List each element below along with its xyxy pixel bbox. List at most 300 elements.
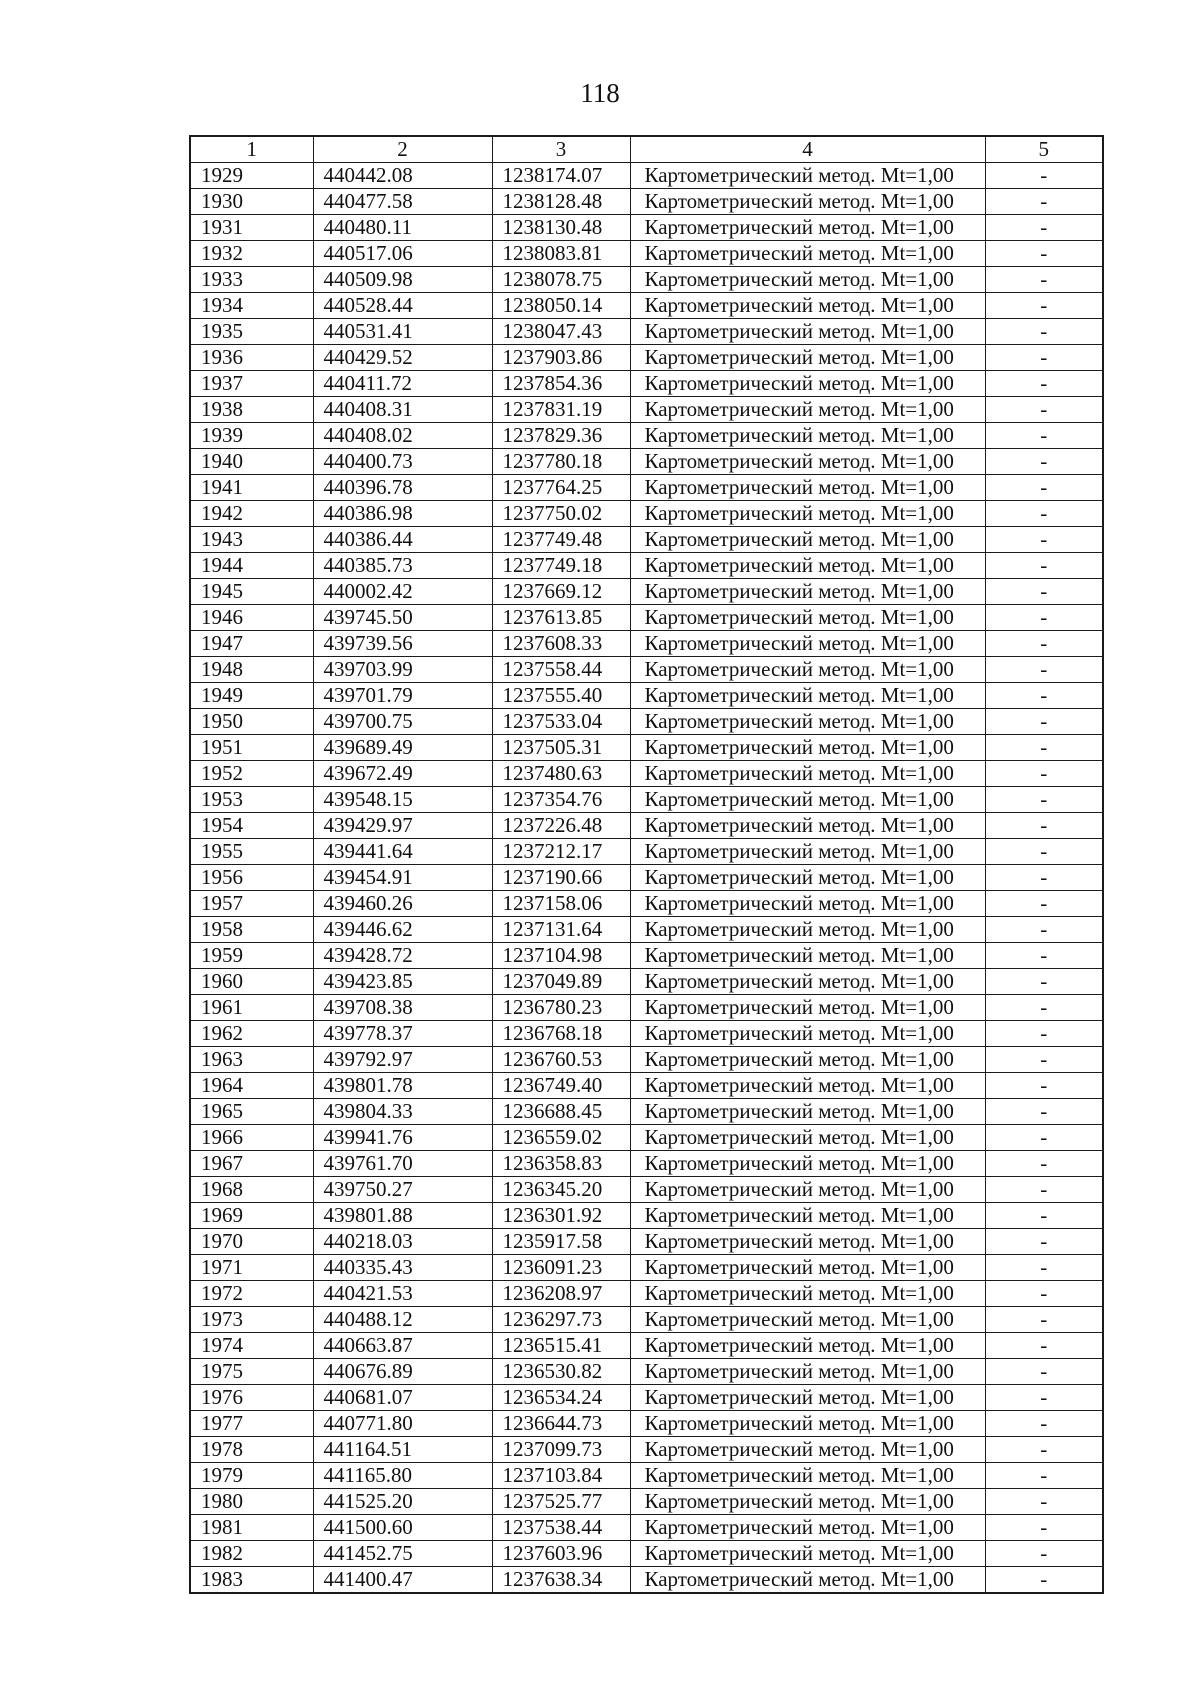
y-coordinate-cell: 1238050.14 xyxy=(492,293,630,319)
x-coordinate-cell: 440509.98 xyxy=(313,267,492,293)
point-number-cell: 1965 xyxy=(190,1099,313,1125)
note-cell: - xyxy=(985,1151,1103,1177)
point-number-cell: 1960 xyxy=(190,969,313,995)
point-number-cell: 1952 xyxy=(190,761,313,787)
y-coordinate-cell: 1236358.83 xyxy=(492,1151,630,1177)
table-row xyxy=(190,1151,1103,1177)
note-cell: - xyxy=(985,683,1103,709)
point-number-cell: 1976 xyxy=(190,1385,313,1411)
point-number-cell: 1951 xyxy=(190,735,313,761)
point-number-cell: 1962 xyxy=(190,1021,313,1047)
method-cell: Картометрический метод. Mt=1,00 xyxy=(630,709,985,735)
method-cell: Картометрический метод. Mt=1,00 xyxy=(630,1151,985,1177)
point-number-cell: 1941 xyxy=(190,475,313,501)
x-coordinate-cell: 440411.72 xyxy=(313,371,492,397)
table-row xyxy=(190,215,1103,241)
point-number-cell: 1950 xyxy=(190,709,313,735)
note-cell: - xyxy=(985,189,1103,215)
method-cell: Картометрический метод. Mt=1,00 xyxy=(630,1073,985,1099)
note-cell: - xyxy=(985,1567,1103,1594)
method-cell: Картометрический метод. Mt=1,00 xyxy=(630,1047,985,1073)
x-coordinate-cell: 439689.49 xyxy=(313,735,492,761)
x-coordinate-cell: 440400.73 xyxy=(313,449,492,475)
point-number-cell: 1974 xyxy=(190,1333,313,1359)
table-row xyxy=(190,423,1103,449)
method-cell: Картометрический метод. Mt=1,00 xyxy=(630,865,985,891)
y-coordinate-cell: 1236345.20 xyxy=(492,1177,630,1203)
table-row xyxy=(190,189,1103,215)
table-row xyxy=(190,631,1103,657)
point-number-cell: 1947 xyxy=(190,631,313,657)
point-number-cell: 1957 xyxy=(190,891,313,917)
method-cell: Картометрический метод. Mt=1,00 xyxy=(630,371,985,397)
x-coordinate-cell: 439701.79 xyxy=(313,683,492,709)
x-coordinate-cell: 439792.97 xyxy=(313,1047,492,1073)
method-cell: Картометрический метод. Mt=1,00 xyxy=(630,943,985,969)
table-row xyxy=(190,1541,1103,1567)
point-number-cell: 1983 xyxy=(190,1567,313,1594)
y-coordinate-cell: 1236091.23 xyxy=(492,1255,630,1281)
note-cell: - xyxy=(985,1177,1103,1203)
note-cell: - xyxy=(985,1099,1103,1125)
x-coordinate-cell: 440681.07 xyxy=(313,1385,492,1411)
method-cell: Картометрический метод. Mt=1,00 xyxy=(630,1567,985,1594)
point-number-cell: 1937 xyxy=(190,371,313,397)
point-number-cell: 1961 xyxy=(190,995,313,1021)
table-row xyxy=(190,995,1103,1021)
point-number-cell: 1934 xyxy=(190,293,313,319)
point-number-cell: 1948 xyxy=(190,657,313,683)
table-row xyxy=(190,553,1103,579)
note-cell: - xyxy=(985,423,1103,449)
note-cell: - xyxy=(985,1307,1103,1333)
method-cell: Картометрический метод. Mt=1,00 xyxy=(630,293,985,319)
page-number: 118 xyxy=(580,78,620,108)
point-number-cell: 1980 xyxy=(190,1489,313,1515)
x-coordinate-cell: 440386.98 xyxy=(313,501,492,527)
method-cell: Картометрический метод. Mt=1,00 xyxy=(630,1411,985,1437)
table-row xyxy=(190,293,1103,319)
note-cell: - xyxy=(985,995,1103,1021)
note-cell: - xyxy=(985,1385,1103,1411)
x-coordinate-cell: 440408.31 xyxy=(313,397,492,423)
point-number-cell: 1949 xyxy=(190,683,313,709)
column-header: 5 xyxy=(985,136,1103,163)
point-number-cell: 1968 xyxy=(190,1177,313,1203)
y-coordinate-cell: 1237903.86 xyxy=(492,345,630,371)
x-coordinate-cell: 440477.58 xyxy=(313,189,492,215)
x-coordinate-cell: 439454.91 xyxy=(313,865,492,891)
x-coordinate-cell: 441165.80 xyxy=(313,1463,492,1489)
y-coordinate-cell: 1237226.48 xyxy=(492,813,630,839)
method-cell: Картометрический метод. Mt=1,00 xyxy=(630,397,985,423)
method-cell: Картометрический метод. Mt=1,00 xyxy=(630,1229,985,1255)
x-coordinate-cell: 439703.99 xyxy=(313,657,492,683)
point-number-cell: 1938 xyxy=(190,397,313,423)
method-cell: Картометрический метод. Mt=1,00 xyxy=(630,579,985,605)
note-cell: - xyxy=(985,1463,1103,1489)
note-cell: - xyxy=(985,371,1103,397)
table-row xyxy=(190,1307,1103,1333)
method-cell: Картометрический метод. Mt=1,00 xyxy=(630,917,985,943)
point-number-cell: 1963 xyxy=(190,1047,313,1073)
table-row xyxy=(190,1333,1103,1359)
point-number-cell: 1939 xyxy=(190,423,313,449)
method-cell: Картометрический метод. Mt=1,00 xyxy=(630,1203,985,1229)
y-coordinate-cell: 1237525.77 xyxy=(492,1489,630,1515)
method-cell: Картометрический метод. Mt=1,00 xyxy=(630,761,985,787)
note-cell: - xyxy=(985,1411,1103,1437)
point-number-cell: 1933 xyxy=(190,267,313,293)
point-number-cell: 1977 xyxy=(190,1411,313,1437)
table-row xyxy=(190,241,1103,267)
method-cell: Картометрический метод. Mt=1,00 xyxy=(630,553,985,579)
y-coordinate-cell: 1238174.07 xyxy=(492,163,630,189)
point-number-cell: 1944 xyxy=(190,553,313,579)
table-row xyxy=(190,1437,1103,1463)
point-number-cell: 1969 xyxy=(190,1203,313,1229)
method-cell: Картометрический метод. Mt=1,00 xyxy=(630,1307,985,1333)
note-cell: - xyxy=(985,709,1103,735)
method-cell: Картометрический метод. Mt=1,00 xyxy=(630,1021,985,1047)
x-coordinate-cell: 439460.26 xyxy=(313,891,492,917)
point-number-cell: 1970 xyxy=(190,1229,313,1255)
y-coordinate-cell: 1237613.85 xyxy=(492,605,630,631)
y-coordinate-cell: 1237829.36 xyxy=(492,423,630,449)
y-coordinate-cell: 1236530.82 xyxy=(492,1359,630,1385)
x-coordinate-cell: 440218.03 xyxy=(313,1229,492,1255)
point-number-cell: 1973 xyxy=(190,1307,313,1333)
y-coordinate-cell: 1237749.18 xyxy=(492,553,630,579)
point-number-cell: 1978 xyxy=(190,1437,313,1463)
y-coordinate-cell: 1237750.02 xyxy=(492,501,630,527)
note-cell: - xyxy=(985,813,1103,839)
point-number-cell: 1929 xyxy=(190,163,313,189)
y-coordinate-cell: 1237831.19 xyxy=(492,397,630,423)
x-coordinate-cell: 439441.64 xyxy=(313,839,492,865)
table-row xyxy=(190,1489,1103,1515)
table-row xyxy=(190,397,1103,423)
method-cell: Картометрический метод. Mt=1,00 xyxy=(630,839,985,865)
method-cell: Картометрический метод. Mt=1,00 xyxy=(630,1281,985,1307)
y-coordinate-cell: 1237638.34 xyxy=(492,1567,630,1594)
y-coordinate-cell: 1236534.24 xyxy=(492,1385,630,1411)
table-row xyxy=(190,1255,1103,1281)
x-coordinate-cell: 440421.53 xyxy=(313,1281,492,1307)
point-number-cell: 1959 xyxy=(190,943,313,969)
note-cell: - xyxy=(985,345,1103,371)
note-cell: - xyxy=(985,735,1103,761)
note-cell: - xyxy=(985,527,1103,553)
y-coordinate-cell: 1237749.48 xyxy=(492,527,630,553)
x-coordinate-cell: 441452.75 xyxy=(313,1541,492,1567)
table-row xyxy=(190,865,1103,891)
table-row xyxy=(190,1047,1103,1073)
y-coordinate-cell: 1237049.89 xyxy=(492,969,630,995)
table-row xyxy=(190,475,1103,501)
method-cell: Картометрический метод. Mt=1,00 xyxy=(630,1489,985,1515)
y-coordinate-cell: 1236559.02 xyxy=(492,1125,630,1151)
x-coordinate-cell: 440488.12 xyxy=(313,1307,492,1333)
note-cell: - xyxy=(985,1489,1103,1515)
point-number-cell: 1975 xyxy=(190,1359,313,1385)
note-cell: - xyxy=(985,1021,1103,1047)
table-row xyxy=(190,943,1103,969)
table-row xyxy=(190,527,1103,553)
point-number-cell: 1940 xyxy=(190,449,313,475)
y-coordinate-cell: 1236208.97 xyxy=(492,1281,630,1307)
note-cell: - xyxy=(985,1203,1103,1229)
method-cell: Картометрический метод. Mt=1,00 xyxy=(630,1359,985,1385)
x-coordinate-cell: 440429.52 xyxy=(313,345,492,371)
note-cell: - xyxy=(985,1255,1103,1281)
y-coordinate-cell: 1237558.44 xyxy=(492,657,630,683)
method-cell: Картометрический метод. Mt=1,00 xyxy=(630,501,985,527)
method-cell: Картометрический метод. Mt=1,00 xyxy=(630,1515,985,1541)
y-coordinate-cell: 1236644.73 xyxy=(492,1411,630,1437)
point-number-cell: 1936 xyxy=(190,345,313,371)
x-coordinate-cell: 439672.49 xyxy=(313,761,492,787)
note-cell: - xyxy=(985,943,1103,969)
table-row xyxy=(190,579,1103,605)
y-coordinate-cell: 1237608.33 xyxy=(492,631,630,657)
x-coordinate-cell: 441400.47 xyxy=(313,1567,492,1594)
x-coordinate-cell: 440002.42 xyxy=(313,579,492,605)
note-cell: - xyxy=(985,761,1103,787)
table-row xyxy=(190,1515,1103,1541)
x-coordinate-cell: 441525.20 xyxy=(313,1489,492,1515)
y-coordinate-cell: 1237764.25 xyxy=(492,475,630,501)
method-cell: Картометрический метод. Mt=1,00 xyxy=(630,423,985,449)
note-cell: - xyxy=(985,163,1103,189)
table-row xyxy=(190,839,1103,865)
point-number-cell: 1956 xyxy=(190,865,313,891)
table-row xyxy=(190,813,1103,839)
x-coordinate-cell: 439708.38 xyxy=(313,995,492,1021)
table-row xyxy=(190,657,1103,683)
x-coordinate-cell: 440676.89 xyxy=(313,1359,492,1385)
y-coordinate-cell: 1238078.75 xyxy=(492,267,630,293)
y-coordinate-cell: 1237538.44 xyxy=(492,1515,630,1541)
note-cell: - xyxy=(985,1333,1103,1359)
column-header: 3 xyxy=(492,136,630,163)
x-coordinate-cell: 439739.56 xyxy=(313,631,492,657)
x-coordinate-cell: 439801.78 xyxy=(313,1073,492,1099)
note-cell: - xyxy=(985,267,1103,293)
note-cell: - xyxy=(985,969,1103,995)
y-coordinate-cell: 1237480.63 xyxy=(492,761,630,787)
method-cell: Картометрический метод. Mt=1,00 xyxy=(630,657,985,683)
note-cell: - xyxy=(985,1541,1103,1567)
x-coordinate-cell: 439750.27 xyxy=(313,1177,492,1203)
method-cell: Картометрический метод. Mt=1,00 xyxy=(630,215,985,241)
method-cell: Картометрический метод. Mt=1,00 xyxy=(630,1385,985,1411)
table-row xyxy=(190,1177,1103,1203)
method-cell: Картометрический метод. Mt=1,00 xyxy=(630,1437,985,1463)
note-cell: - xyxy=(985,449,1103,475)
point-number-cell: 1931 xyxy=(190,215,313,241)
y-coordinate-cell: 1235917.58 xyxy=(492,1229,630,1255)
method-cell: Картометрический метод. Mt=1,00 xyxy=(630,1177,985,1203)
x-coordinate-cell: 440386.44 xyxy=(313,527,492,553)
y-coordinate-cell: 1237603.96 xyxy=(492,1541,630,1567)
y-coordinate-cell: 1238047.43 xyxy=(492,319,630,345)
x-coordinate-cell: 439446.62 xyxy=(313,917,492,943)
method-cell: Картометрический метод. Mt=1,00 xyxy=(630,1255,985,1281)
table-row xyxy=(190,891,1103,917)
note-cell: - xyxy=(985,397,1103,423)
x-coordinate-cell: 440442.08 xyxy=(313,163,492,189)
y-coordinate-cell: 1237780.18 xyxy=(492,449,630,475)
x-coordinate-cell: 439423.85 xyxy=(313,969,492,995)
note-cell: - xyxy=(985,839,1103,865)
table-row xyxy=(190,1099,1103,1125)
method-cell: Картометрический метод. Mt=1,00 xyxy=(630,241,985,267)
y-coordinate-cell: 1236749.40 xyxy=(492,1073,630,1099)
table-row xyxy=(190,1073,1103,1099)
column-header: 1 xyxy=(190,136,313,163)
point-number-cell: 1981 xyxy=(190,1515,313,1541)
column-header: 2 xyxy=(313,136,492,163)
coordinates-table xyxy=(189,135,1104,1594)
point-number-cell: 1982 xyxy=(190,1541,313,1567)
y-coordinate-cell: 1237212.17 xyxy=(492,839,630,865)
x-coordinate-cell: 440531.41 xyxy=(313,319,492,345)
x-coordinate-cell: 440663.87 xyxy=(313,1333,492,1359)
note-cell: - xyxy=(985,319,1103,345)
method-cell: Картометрический метод. Mt=1,00 xyxy=(630,891,985,917)
y-coordinate-cell: 1236297.73 xyxy=(492,1307,630,1333)
method-cell: Картометрический метод. Mt=1,00 xyxy=(630,527,985,553)
note-cell: - xyxy=(985,631,1103,657)
table-row xyxy=(190,449,1103,475)
y-coordinate-cell: 1236301.92 xyxy=(492,1203,630,1229)
note-cell: - xyxy=(985,917,1103,943)
point-number-cell: 1942 xyxy=(190,501,313,527)
table-row xyxy=(190,371,1103,397)
note-cell: - xyxy=(985,241,1103,267)
method-cell: Картометрический метод. Mt=1,00 xyxy=(630,1099,985,1125)
y-coordinate-cell: 1237505.31 xyxy=(492,735,630,761)
y-coordinate-cell: 1236768.18 xyxy=(492,1021,630,1047)
table-row xyxy=(190,787,1103,813)
method-cell: Картометрический метод. Mt=1,00 xyxy=(630,683,985,709)
point-number-cell: 1967 xyxy=(190,1151,313,1177)
y-coordinate-cell: 1236760.53 xyxy=(492,1047,630,1073)
y-coordinate-cell: 1237158.06 xyxy=(492,891,630,917)
y-coordinate-cell: 1238130.48 xyxy=(492,215,630,241)
note-cell: - xyxy=(985,1229,1103,1255)
table-row xyxy=(190,683,1103,709)
x-coordinate-cell: 440528.44 xyxy=(313,293,492,319)
table-row xyxy=(190,319,1103,345)
method-cell: Картометрический метод. Mt=1,00 xyxy=(630,1125,985,1151)
point-number-cell: 1943 xyxy=(190,527,313,553)
x-coordinate-cell: 440408.02 xyxy=(313,423,492,449)
x-coordinate-cell: 439548.15 xyxy=(313,787,492,813)
method-cell: Картометрический метод. Mt=1,00 xyxy=(630,475,985,501)
x-coordinate-cell: 439700.75 xyxy=(313,709,492,735)
table-row xyxy=(190,735,1103,761)
point-number-cell: 1971 xyxy=(190,1255,313,1281)
point-number-cell: 1964 xyxy=(190,1073,313,1099)
table-row xyxy=(190,1567,1103,1594)
note-cell: - xyxy=(985,1437,1103,1463)
point-number-cell: 1932 xyxy=(190,241,313,267)
method-cell: Картометрический метод. Mt=1,00 xyxy=(630,345,985,371)
note-cell: - xyxy=(985,293,1103,319)
x-coordinate-cell: 440385.73 xyxy=(313,553,492,579)
point-number-cell: 1955 xyxy=(190,839,313,865)
note-cell: - xyxy=(985,1047,1103,1073)
note-cell: - xyxy=(985,579,1103,605)
y-coordinate-cell: 1237104.98 xyxy=(492,943,630,969)
method-cell: Картометрический метод. Mt=1,00 xyxy=(630,1463,985,1489)
point-number-cell: 1935 xyxy=(190,319,313,345)
note-cell: - xyxy=(985,215,1103,241)
note-cell: - xyxy=(985,1073,1103,1099)
table-header-row xyxy=(190,136,1103,163)
table-row xyxy=(190,709,1103,735)
y-coordinate-cell: 1237099.73 xyxy=(492,1437,630,1463)
table-row xyxy=(190,345,1103,371)
x-coordinate-cell: 441500.60 xyxy=(313,1515,492,1541)
table-row xyxy=(190,1281,1103,1307)
table-row xyxy=(190,1021,1103,1047)
note-cell: - xyxy=(985,605,1103,631)
y-coordinate-cell: 1237131.64 xyxy=(492,917,630,943)
method-cell: Картометрический метод. Mt=1,00 xyxy=(630,319,985,345)
x-coordinate-cell: 439428.72 xyxy=(313,943,492,969)
method-cell: Картометрический метод. Mt=1,00 xyxy=(630,631,985,657)
method-cell: Картометрический метод. Mt=1,00 xyxy=(630,605,985,631)
table-row xyxy=(190,163,1103,189)
table-row xyxy=(190,267,1103,293)
y-coordinate-cell: 1236688.45 xyxy=(492,1099,630,1125)
x-coordinate-cell: 440335.43 xyxy=(313,1255,492,1281)
table-row xyxy=(190,1411,1103,1437)
method-cell: Картометрический метод. Mt=1,00 xyxy=(630,267,985,293)
note-cell: - xyxy=(985,657,1103,683)
x-coordinate-cell: 439941.76 xyxy=(313,1125,492,1151)
y-coordinate-cell: 1237103.84 xyxy=(492,1463,630,1489)
note-cell: - xyxy=(985,1515,1103,1541)
x-coordinate-cell: 439804.33 xyxy=(313,1099,492,1125)
y-coordinate-cell: 1237555.40 xyxy=(492,683,630,709)
point-number-cell: 1979 xyxy=(190,1463,313,1489)
table-body xyxy=(190,163,1103,1594)
method-cell: Картометрический метод. Mt=1,00 xyxy=(630,995,985,1021)
point-number-cell: 1958 xyxy=(190,917,313,943)
note-cell: - xyxy=(985,1281,1103,1307)
y-coordinate-cell: 1236515.41 xyxy=(492,1333,630,1359)
table-row xyxy=(190,761,1103,787)
note-cell: - xyxy=(985,553,1103,579)
x-coordinate-cell: 440480.11 xyxy=(313,215,492,241)
column-header: 4 xyxy=(630,136,985,163)
y-coordinate-cell: 1237854.36 xyxy=(492,371,630,397)
y-coordinate-cell: 1237533.04 xyxy=(492,709,630,735)
method-cell: Картометрический метод. Mt=1,00 xyxy=(630,163,985,189)
method-cell: Картометрический метод. Mt=1,00 xyxy=(630,1333,985,1359)
x-coordinate-cell: 439745.50 xyxy=(313,605,492,631)
note-cell: - xyxy=(985,475,1103,501)
y-coordinate-cell: 1238128.48 xyxy=(492,189,630,215)
x-coordinate-cell: 440517.06 xyxy=(313,241,492,267)
note-cell: - xyxy=(985,1125,1103,1151)
point-number-cell: 1972 xyxy=(190,1281,313,1307)
table-row xyxy=(190,1463,1103,1489)
